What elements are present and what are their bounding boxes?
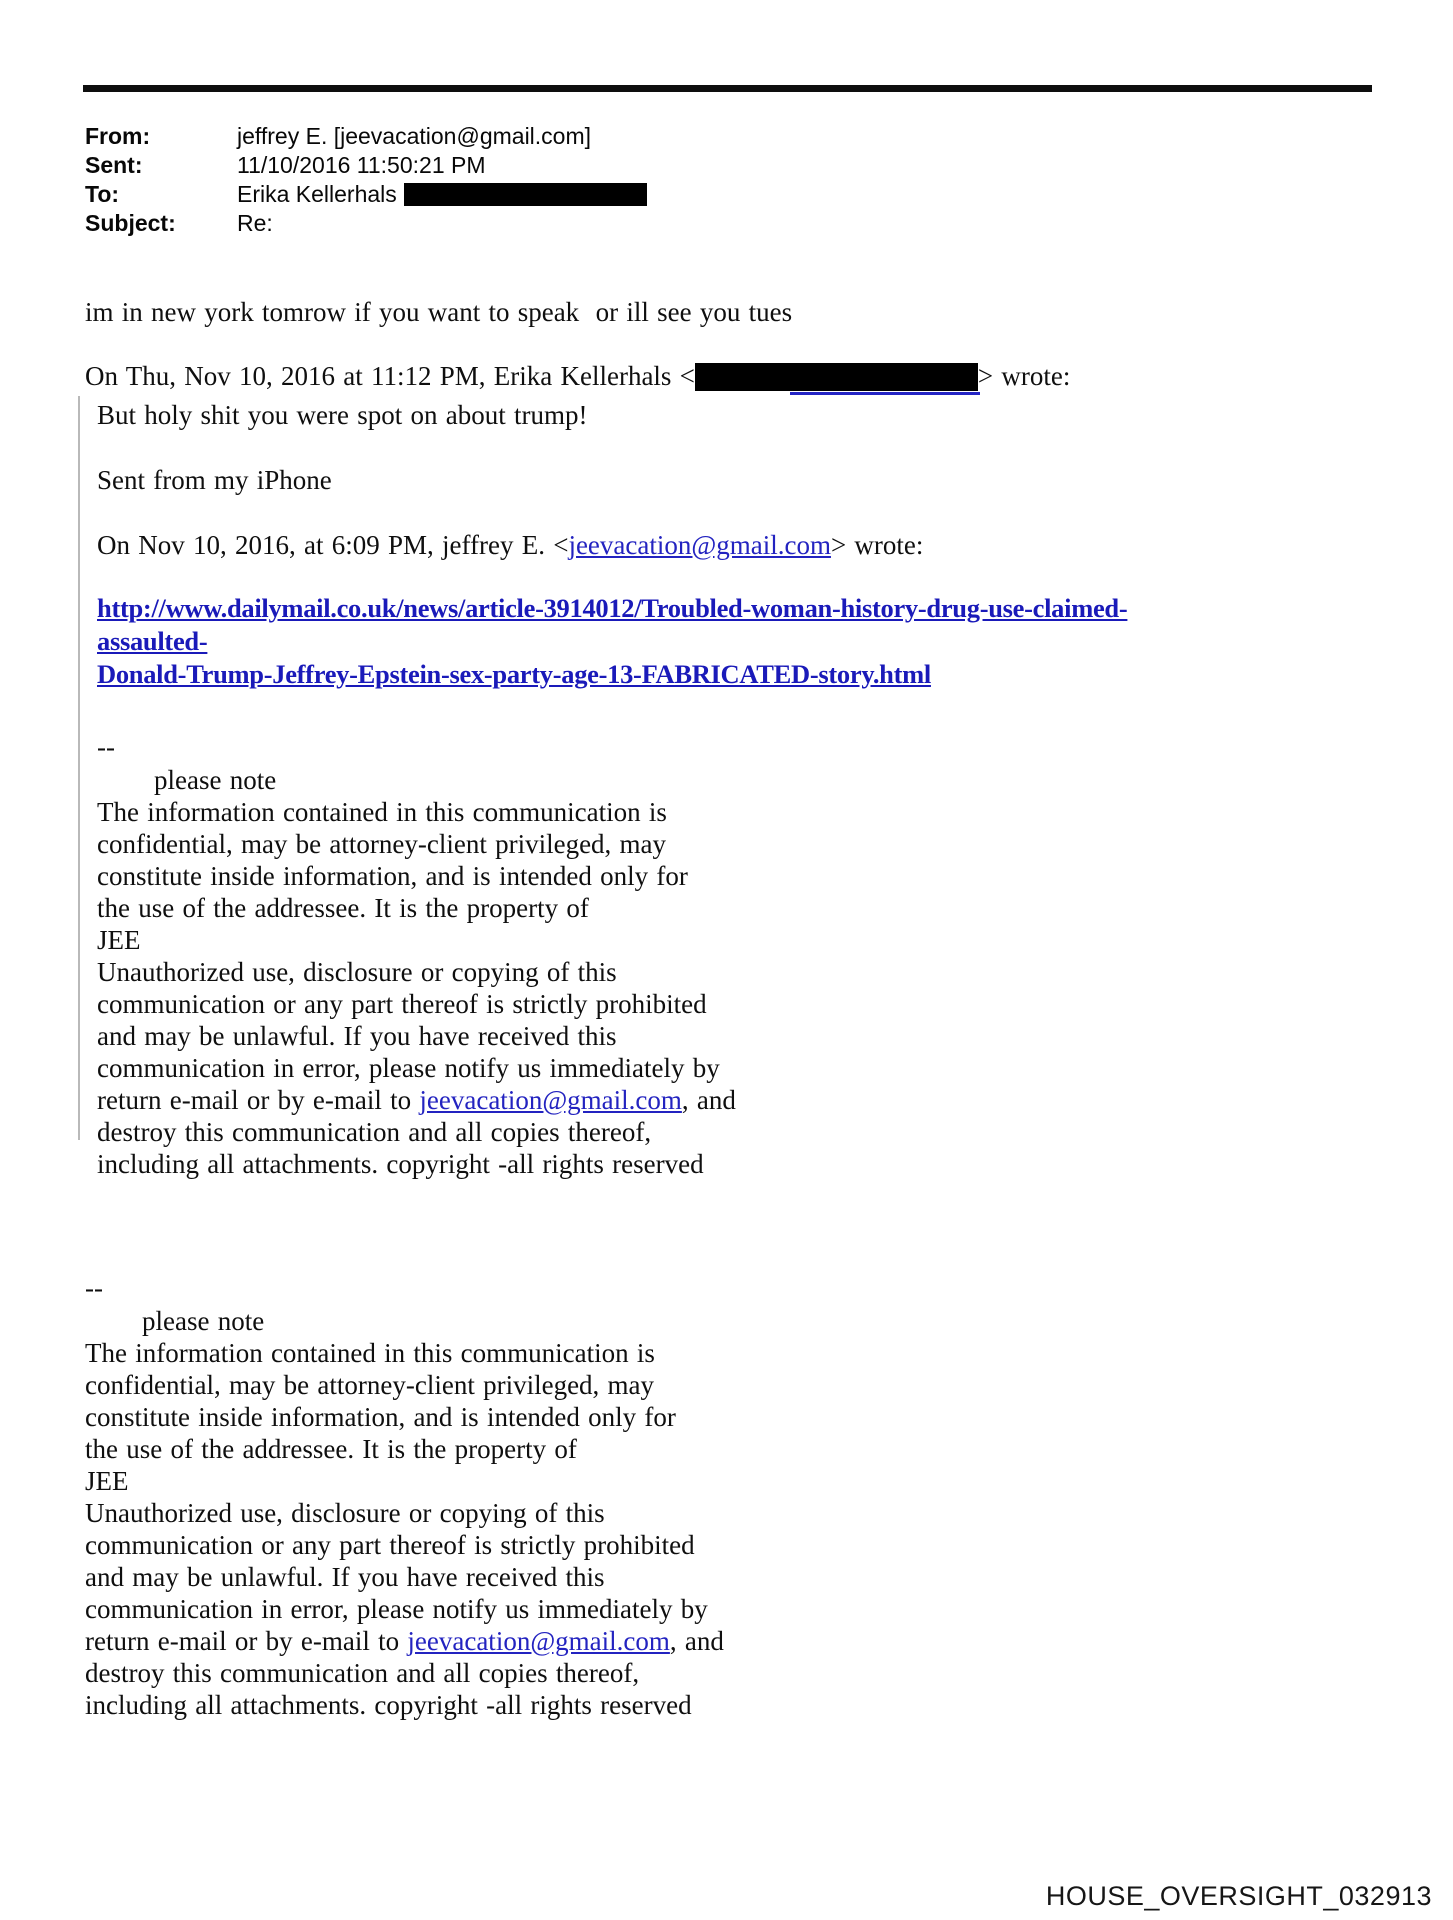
redaction-bar [404, 183, 647, 206]
disclaimer-link-after: , and [669, 1626, 724, 1656]
disclaimer-line: and may be unlawful. If you have received this [85, 1562, 605, 1592]
header-field-from [85, 122, 647, 151]
quoted-message [97, 399, 1197, 1180]
disclaimer-line: including all attachments. copyright -all rights reserved [85, 1690, 692, 1720]
inner-attribution-suffix: > wrote: [830, 530, 924, 560]
article-link-line2: Donald-Trump-Jeffrey-Epstein-sex-party-age-13-FABRICATED-story.html [97, 659, 931, 689]
disclaimer-lines-a [97, 796, 1197, 1084]
disclaimer-link-line [97, 1084, 1197, 1116]
disclaimer-line: destroy this communication and all copies thereof, [85, 1658, 640, 1688]
disclaimer-line: communication or any part thereof is strictly prohibited [97, 989, 707, 1019]
disclaimer-line: including all attachments. copyright -all rights reserved [97, 1149, 704, 1179]
disclaimer-line: communication in error, please notify us immediately by [97, 1053, 720, 1083]
disclaimer-line: the use of the addressee. It is the property of [85, 1434, 577, 1464]
to-value: Erika Kellerhals [237, 180, 647, 209]
disclaimer-line: JEE [97, 925, 141, 955]
disclaimer-line: The information contained in this communication is [97, 797, 667, 827]
disclaimer-line: communication or any part thereof is strictly prohibited [85, 1530, 695, 1560]
quote-attribution-line [85, 360, 1070, 393]
disclaimer-link-before: return e-mail or by e-mail to [85, 1626, 408, 1656]
subject-label: Subject: [85, 210, 176, 236]
message-body-line: im in new york tomrow if you want to speak or ill see you tues [85, 297, 793, 327]
redaction-bar [695, 363, 978, 391]
inner-attribution-line [97, 529, 1197, 562]
disclaimer-link-line [85, 1625, 1185, 1657]
signature-dashes: -- [85, 1273, 103, 1303]
disclaimer-link-before: return e-mail or by e-mail to [97, 1085, 420, 1115]
sent-from-iphone-line: Sent from my iPhone [97, 465, 332, 495]
quote-bar [78, 396, 80, 1140]
from-label: From: [85, 123, 151, 149]
disclaimer-line: the use of the addressee. It is the property of [97, 893, 589, 923]
disclaimer-line: Unauthorized use, disclosure or copying of this [85, 1498, 605, 1528]
article-link-line1: http://www.dailymail.co.uk/news/article-3914012/Troubled-woman-history-drug-use-claimed-assaulted- [97, 593, 1128, 656]
header-field-sent [85, 151, 647, 180]
disclaimer-lines-a [85, 1337, 1185, 1625]
disclaimer-link-after: , and [681, 1085, 736, 1115]
article-link[interactable] [97, 592, 1197, 691]
sent-label: Sent: [85, 152, 143, 178]
sender-email-link[interactable]: jeevacation@gmail.com [568, 530, 831, 560]
disclaimer-line: constitute inside information, and is intended only for [97, 861, 688, 891]
disclaimer-line: destroy this communication and all copies thereof, [97, 1117, 652, 1147]
redacted-link-underline [790, 392, 980, 395]
to-label: To: [85, 181, 120, 207]
disclaimer-line: communication in error, please notify us immediately by [85, 1594, 708, 1624]
notify-email-link[interactable]: jeevacation@gmail.com [419, 1085, 682, 1115]
disclaimer-block-quoted [97, 731, 1197, 1180]
sent-value: 11/10/2016 11:50:21 PM [237, 152, 486, 178]
disclaimer-line: and may be unlawful. If you have received this [97, 1021, 617, 1051]
disclaimer-line: confidential, may be attorney-client privileged, may [97, 829, 667, 859]
from-value: jeffrey E. [jeevacation@gmail.com] [237, 123, 592, 149]
disclaimer-line: confidential, may be attorney-client privileged, may [85, 1370, 655, 1400]
header-field-to [85, 180, 647, 209]
disclaimer-lines-b [97, 1116, 1197, 1180]
header-divider [83, 85, 1372, 92]
header-field-subject [85, 209, 647, 238]
email-header [85, 122, 647, 238]
disclaimer-line: Unauthorized use, disclosure or copying of this [97, 957, 617, 987]
quoted-remark: But holy shit you were spot on about trump! [97, 400, 588, 430]
disclaimer-line: The information contained in this communication is [85, 1338, 655, 1368]
signature-dashes: -- [97, 732, 115, 762]
notify-email-link[interactable]: jeevacation@gmail.com [407, 1626, 670, 1656]
disclaimer-line: constitute inside information, and is intended only for [85, 1402, 676, 1432]
bates-number: HOUSE_OVERSIGHT_032913 [1045, 1881, 1432, 1911]
disclaimer-block-unquoted [85, 1272, 1185, 1721]
please-note-line: please note [142, 1306, 265, 1336]
quote-attribution-prefix: On Thu, Nov 10, 2016 at 11:12 PM, Erika Kellerhals < [85, 361, 695, 391]
subject-value: Re: [237, 210, 273, 236]
disclaimer-lines-b [85, 1657, 1185, 1721]
quote-attribution-suffix: > wrote: [977, 361, 1071, 391]
inner-attribution-prefix: On Nov 10, 2016, at 6:09 PM, jeffrey E. < [97, 530, 569, 560]
please-note-line: please note [154, 765, 277, 795]
disclaimer-line: JEE [85, 1466, 129, 1496]
